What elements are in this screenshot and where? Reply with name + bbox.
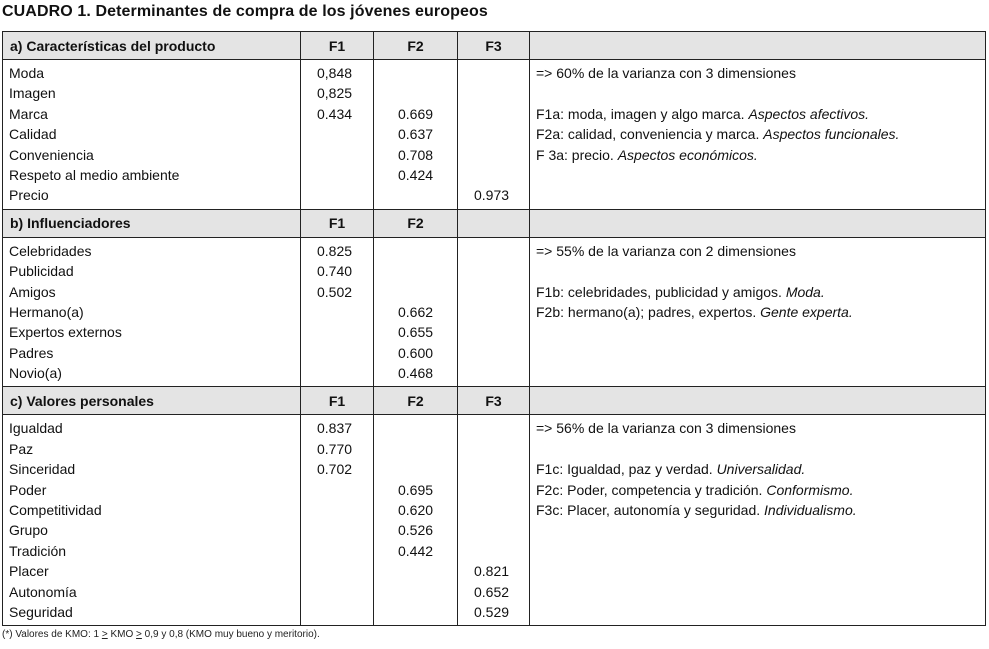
f2-loading [374,282,457,302]
f2-column [374,237,458,387]
variable-name: Seguridad [9,603,73,620]
variable-name: Sinceridad [9,461,76,478]
factor-header: F3 [458,32,530,60]
section-title: c) Valores personales [3,387,301,415]
f1-column [301,60,374,210]
f1-loading: 0.740 [317,263,353,280]
notes-column [530,415,986,626]
f3-loading [458,165,529,185]
footnote [2,629,320,640]
section-header-row [3,209,986,237]
f1-loading [301,322,373,342]
f2-loading [374,63,457,83]
notes-header [530,209,986,237]
f3-loading [458,124,529,144]
f3-loading [458,261,529,281]
note-line [530,261,985,281]
variable-name: Autonomía [9,583,77,600]
f1-loading: 0.434 [317,105,353,122]
f3-loading: 0.652 [474,583,510,600]
note-line [530,124,985,144]
note-emphasis: Aspectos económicos. [617,146,758,163]
factor-header [458,209,530,237]
f1-loading [301,363,373,383]
variable-name: Celebridades [9,242,92,259]
section-header-row [3,32,986,60]
note-line [530,241,985,261]
note-line [530,83,985,103]
f1-column [301,237,374,387]
note-line [530,418,985,438]
factor-header: F2 [374,32,458,60]
f3-column [458,237,530,387]
variable-name: Precio [9,187,49,204]
f3-loading: 0.821 [474,563,510,580]
f1-loading: 0.825 [317,242,353,259]
f3-loading [458,343,529,363]
note-line [530,459,985,479]
variable-name: Imagen [9,85,56,102]
f2-loading: 0.662 [398,303,434,320]
f2-loading [374,418,457,438]
f3-loading [458,322,529,342]
footnote-ge-symbol: > [136,629,142,640]
note-emphasis: Moda. [785,283,825,300]
note-line [530,439,985,459]
variable-name: Grupo [9,522,48,539]
f3-loading [458,439,529,459]
f2-loading: 0.442 [398,542,434,559]
variable-name: Igualdad [9,420,63,437]
factor-table [2,31,986,626]
note-emphasis: Individualismo. [764,502,857,519]
variable-name: Competitividad [9,502,102,519]
f1-loading: 0.702 [317,461,353,478]
f3-column [458,415,530,626]
factor-header: F1 [301,32,374,60]
note-text: F1b: celebridades, publicidad y amigos. [536,283,786,300]
f1-loading [301,561,373,581]
note-text: F2b: hermano(a); padres, expertos. [536,303,761,320]
f3-column [458,60,530,210]
f2-column [374,60,458,210]
f2-loading [374,185,457,205]
f1-loading: 0.837 [317,420,353,437]
variable-name: Conveniencia [9,146,94,163]
note-text: => 60% de la varianza con 3 dimensiones [536,65,796,81]
f2-loading [374,602,457,622]
table-title: CUADRO 1. Determinantes de compra de los jóvenes europeos [2,3,488,20]
note-emphasis: Universalidad. [716,461,806,478]
f3-loading: 0.529 [474,603,510,620]
f2-loading [374,582,457,602]
note-text: F2c: Poder, competencia y tradición. [536,481,767,498]
f3-loading [458,145,529,165]
f3-loading [458,363,529,383]
variable-name: Calidad [9,126,57,143]
f2-loading [374,261,457,281]
f2-loading [374,83,457,103]
note-text: F2a: calidad, conveniencia y marca. [536,126,764,143]
variable-name: Hermano(a) [9,303,84,320]
f1-loading [301,582,373,602]
section-body-row [3,415,986,626]
section-header-row [3,387,986,415]
section-title: a) Características del producto [3,32,301,60]
f1-loading [301,602,373,622]
f3-loading: 0.973 [474,187,510,204]
f2-loading: 0.669 [398,105,434,122]
variable-name: Poder [9,481,47,498]
variable-name: Tradición [9,542,67,559]
variable-name: Amigos [9,283,56,300]
note-line [530,500,985,520]
f3-loading [458,241,529,261]
variable-name: Novio(a) [9,365,62,382]
f2-loading [374,561,457,581]
f2-loading: 0.620 [398,502,434,519]
f3-loading [458,541,529,561]
section-body-row [3,60,986,210]
f2-loading [374,459,457,479]
variable-name: Respeto al medio ambiente [9,166,180,183]
f3-loading [458,459,529,479]
f2-loading: 0.526 [398,522,434,539]
variable-column [3,60,301,210]
note-line [530,63,985,83]
variable-name: Moda [9,65,45,81]
f3-loading [458,480,529,500]
footnote-suffix: 0,9 y 0,8 (KMO muy bueno y meritorio). [141,629,320,640]
f1-loading: 0.770 [317,440,353,457]
note-line [530,104,985,124]
notes-header [530,32,986,60]
note-emphasis: Aspectos afectivos. [748,105,870,122]
f2-loading: 0.468 [398,365,434,382]
note-line [530,145,985,165]
variable-name: Placer [9,563,49,580]
factor-header: F3 [458,387,530,415]
f1-loading [301,124,373,144]
variable-name: Padres [9,344,54,361]
variable-name: Marca [9,105,48,122]
f1-loading [301,343,373,363]
variable-name: Publicidad [9,263,74,280]
f1-loading [301,500,373,520]
notes-header [530,387,986,415]
note-emphasis: Conformismo. [766,481,854,498]
f2-column [374,415,458,626]
f1-loading [301,165,373,185]
f2-loading [374,439,457,459]
note-text: F 3a: precio. [536,146,618,163]
f3-loading [458,63,529,83]
f2-loading: 0.695 [398,481,434,498]
variable-name: Paz [9,440,34,457]
note-emphasis: Gente experta. [760,303,853,320]
section-title: b) Influenciadores [3,209,301,237]
f1-loading [301,302,373,322]
variable-name: Expertos externos [9,324,122,341]
note-emphasis: Aspectos funcionales. [763,126,900,143]
f2-loading: 0.708 [398,146,434,163]
footnote-prefix: (*) Valores de KMO: 1 [2,629,102,640]
note-text: => 55% de la varianza con 2 dimensiones [536,242,796,259]
section-body-row [3,237,986,387]
f3-loading [458,83,529,103]
note-text: F1a: moda, imagen y algo marca. [536,105,749,122]
f1-loading [301,185,373,205]
variable-column [3,415,301,626]
notes-column [530,60,986,210]
f3-loading [458,282,529,302]
notes-column [530,237,986,387]
f1-loading: 0,825 [317,85,353,102]
f2-loading: 0.600 [398,344,434,361]
factor-header: F1 [301,387,374,415]
note-line [530,282,985,302]
note-line [530,302,985,322]
f3-loading [458,302,529,322]
f1-loading [301,520,373,540]
note-line [530,480,985,500]
f1-column [301,415,374,626]
f3-loading [458,104,529,124]
f2-loading: 0.424 [398,166,434,183]
note-text: F3c: Placer, autonomía y seguridad. [536,502,765,519]
f2-loading: 0.655 [398,324,434,341]
factor-table-body [3,32,986,626]
factor-header: F1 [301,209,374,237]
note-text: => 56% de la varianza con 3 dimensiones [536,420,796,437]
note-text: F1c: Igualdad, paz y verdad. [536,461,717,478]
f3-loading [458,500,529,520]
f1-loading: 0.502 [317,283,353,300]
footnote-ge-symbol: > [101,629,108,640]
factor-header: F2 [374,387,458,415]
f2-loading [374,241,457,261]
footnote-mid: KMO [107,629,137,640]
f1-loading [301,480,373,500]
f1-loading: 0,848 [317,65,353,81]
f3-loading [458,418,529,438]
f3-loading [458,520,529,540]
f1-loading [301,145,373,165]
factor-header: F2 [374,209,458,237]
variable-column [3,237,301,387]
f1-loading [301,541,373,561]
f2-loading: 0.637 [398,126,434,143]
